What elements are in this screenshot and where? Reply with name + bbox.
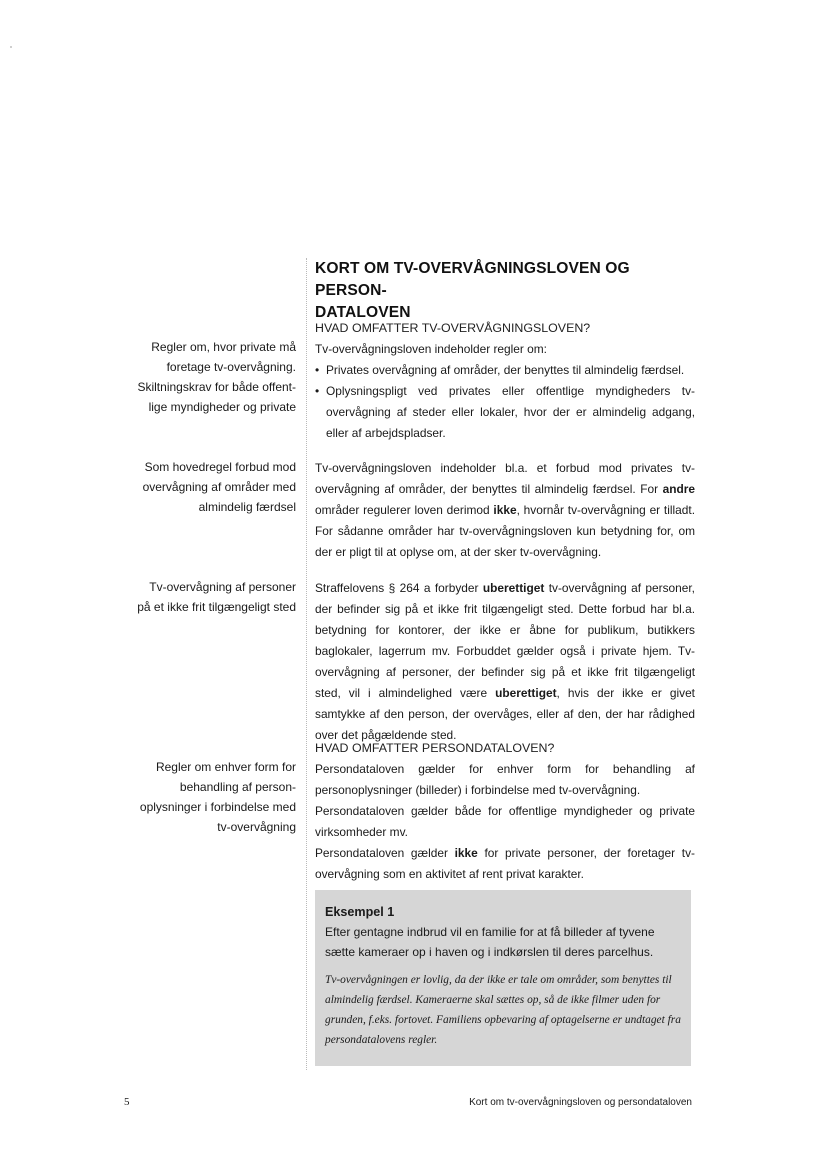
paragraph: Persondataloven gælder både for offentlige myndigheder og private virksomheder mv.	[315, 804, 695, 839]
paragraph: Persondataloven gælder for enhver form for behandling af personoplysninger (billeder) i forbindelse med tv-overvågning.	[315, 762, 695, 797]
title-line: KORT OM TV-OVERVÅGNINGSLOVEN OG PERSON-	[315, 260, 630, 299]
list-item: • Privates overvågning af områder, der benyttes til almindelig færdsel.	[315, 360, 695, 381]
margin-note-3: Tv-overvågning af personer på et ikke frit tilgængeligt sted	[137, 580, 296, 614]
section-data-protection-scope	[315, 738, 695, 885]
margin-note-2: Som hovedregel forbud mod overvågning af områder med almindelig færdsel	[142, 460, 296, 514]
running-footer-title: Kort om tv-overvågningsloven og persondataloven	[469, 1097, 692, 1108]
section-heading: HVAD OMFATTER PERSONDATALOVEN?	[315, 741, 555, 755]
bullet-icon: •	[315, 384, 320, 398]
section-tv-law-scope	[315, 318, 695, 444]
example-note: Tv-overvågningen er lovlig, da der ikke er tale om områder, som benyttes til almindelig færdsel. Kameraerne skal sættes op, så de ikke filmer uden for grunden, f.eks. fortovet. Familiens opbevaring af optagelserne er undtaget fra persondatalovens regler.	[325, 974, 681, 1046]
page-title	[315, 258, 695, 324]
paragraph: Tv-overvågningsloven indeholder bl.a. et forbud mod privates tv-overvågning af områder, der benyttes til almindelig færdsel. For andre områder regulerer loven derimod ikke, hvornår tv-overvågning er tilladt. For sådanne områder har tv-overvågningsloven kun betydning for, om der er pligt til at oplyse om, at der sker tv-overvågning.	[315, 461, 695, 559]
example-title: Eksempel 1	[325, 905, 395, 919]
section-criminal-code	[315, 578, 695, 746]
section-heading: HVAD OMFATTER TV-OVERVÅGNINGSLOVEN?	[315, 321, 591, 335]
section-general-ban	[315, 458, 695, 563]
title-line: DATALOVEN	[315, 304, 411, 321]
example-body: Efter gentagne indbrud vil en familie for at få billeder af tyvene sætte kameraer op i haven og i indkørslen til deres parcelhus.	[325, 925, 655, 959]
section-intro: Tv-overvågningsloven indeholder regler om:	[315, 342, 547, 356]
bullet-list	[315, 360, 695, 444]
margin-note-1: Regler om, hvor private må foretage tv-overvågning. Skiltningskrav for både offent- lige myndigheder og private	[137, 340, 296, 414]
main-column	[315, 258, 695, 881]
list-item: • Oplysningspligt ved privates eller offentlige myndigheders tv-overvågning af steder eller lokaler, hvor der er almindelig adgang, eller af arbejdspladser.	[315, 381, 695, 444]
example-box	[315, 890, 691, 1066]
margin-note-4: Regler om enhver form for behandling af person- oplysninger i forbindelse med tv-overvågning	[139, 760, 296, 834]
bullet-icon: •	[315, 363, 320, 377]
paragraph: Straffelovens § 264 a forbyder uberettiget tv-overvågning af personer, der befinder sig på et ikke frit tilgængeligt sted. Dette forbud har bl.a. betydning for kontorer, der ikke er åbne for publikum, butikkers baglokaler, lagerrum mv. Forbuddet gælder også i private hjem. Tv-overvågning af personer, der befinder sig på et ikke frit tilgængeligt sted, vil i almindelighed være uberettiget, hvis der ikke er givet samtykke af den person, der overvåges, eller af den, der har rådighed over det pågældende sted.	[315, 581, 695, 742]
paragraph: Persondataloven gælder ikke for private personer, der foretager tv-overvågning som en aktivitet af rent privat karakter.	[315, 846, 695, 881]
page-number: 5	[124, 1096, 130, 1108]
margin-rule	[306, 258, 307, 1070]
scan-speck	[10, 46, 12, 48]
